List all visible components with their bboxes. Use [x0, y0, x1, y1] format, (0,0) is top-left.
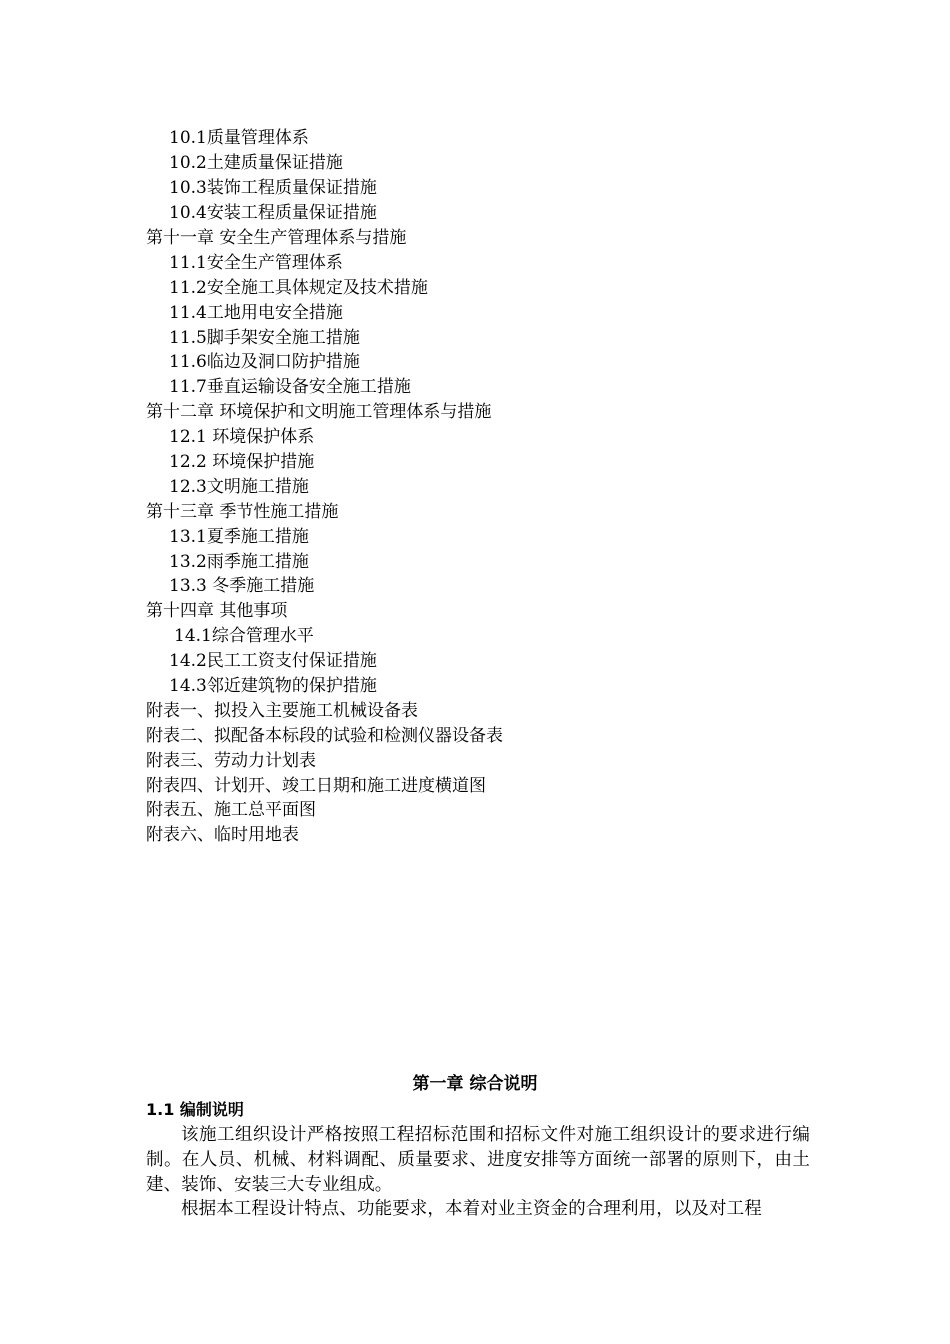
body-paragraph-2: 根据本工程设计特点、功能要求，本着对业主资金的合理利用，以及对工程 [181, 1199, 762, 1219]
toc-item-11-2: 11.2安全施工具体规定及技术措施 [169, 278, 428, 298]
toc-item-10-3: 10.3装饰工程质量保证措施 [169, 178, 377, 198]
toc-item-11-7: 11.7垂直运输设备安全施工措施 [169, 377, 411, 397]
toc-item-11-1: 11.1安全生产管理体系 [169, 253, 343, 273]
toc-appendix-4: 附表四、计划开、竣工日期和施工进度横道图 [146, 776, 486, 796]
toc-item-10-2: 10.2土建质量保证措施 [169, 153, 343, 173]
toc-chapter-14: 第十四章 其他事项 [146, 601, 288, 621]
toc-item-10-1: 10.1质量管理体系 [169, 128, 309, 148]
section-heading: 1.1 编制说明 [146, 1100, 244, 1119]
chapter-title-text: 第一章 综合说明 [412, 1074, 538, 1094]
toc-item-11-4: 11.4工地用电安全措施 [169, 303, 343, 323]
chapter-title [0, 1072, 950, 1096]
toc-appendix-5: 附表五、施工总平面图 [146, 800, 316, 820]
toc-appendix-3: 附表三、劳动力计划表 [146, 751, 316, 771]
toc-item-12-3: 12.3文明施工措施 [169, 477, 309, 497]
toc-item-13-1: 13.1夏季施工措施 [169, 527, 309, 547]
toc-item-11-6: 11.6临边及洞口防护措施 [169, 352, 360, 372]
toc-chapter-12: 第十二章 环境保护和文明施工管理体系与措施 [146, 402, 492, 422]
toc-chapter-11: 第十一章 安全生产管理体系与措施 [146, 228, 407, 248]
toc-appendix-2: 附表二、拟配备本标段的试验和检测仪器设备表 [146, 726, 503, 746]
toc-appendix-1: 附表一、拟投入主要施工机械设备表 [146, 701, 418, 721]
toc-item-10-4: 10.4安装工程质量保证措施 [169, 203, 377, 223]
toc-item-12-1: 12.1 环境保护体系 [169, 427, 315, 447]
toc-item-13-3: 13.3 冬季施工措施 [169, 576, 315, 596]
toc-item-13-2: 13.2雨季施工措施 [169, 552, 309, 572]
body-paragraph-1: 该施工组织设计严格按照工程招标范围和招标文件对施工组织设计的要求进行编制。在人员、机械、材料调配、质量要求、进度安排等方面统一部署的原则下，由土建、装饰、安装三大专业组成。 [146, 1125, 810, 1195]
toc-item-12-2: 12.2 环境保护措施 [169, 452, 315, 472]
toc-item-14-3: 14.3邻近建筑物的保护措施 [169, 676, 377, 696]
toc-item-11-5: 11.5脚手架安全施工措施 [169, 328, 360, 348]
toc-appendix-6: 附表六、临时用地表 [146, 825, 299, 845]
toc-chapter-13: 第十三章 季节性施工措施 [146, 502, 339, 522]
toc-item-14-1: 14.1综合管理水平 [174, 626, 314, 646]
toc-item-14-2: 14.2民工工资支付保证措施 [169, 651, 377, 671]
